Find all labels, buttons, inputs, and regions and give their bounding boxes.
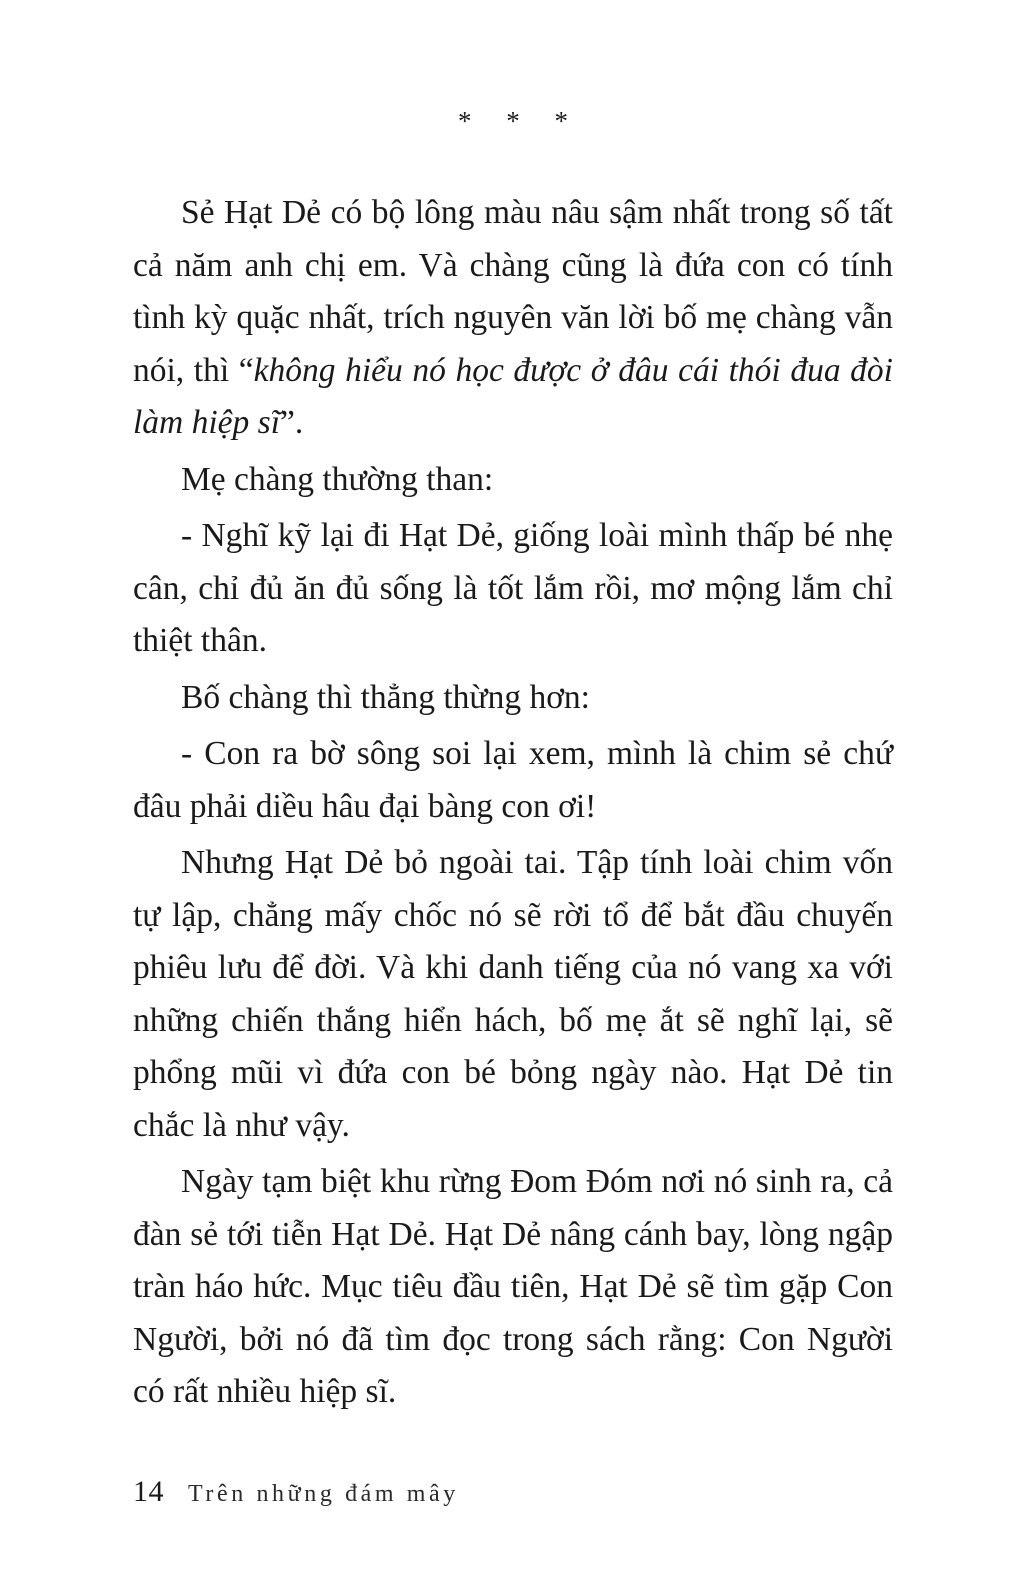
paragraph-3-dialogue-mother: - Nghĩ kỹ lại đi Hạt Dẻ, giống loài mình thấp bé nhẹ cân, chỉ đủ ăn đủ sống là tốt lắm rồi, mơ mộng lắm chỉ thiệt thân.: [133, 517, 893, 659]
page-number: 14: [133, 1475, 164, 1508]
paragraph-1-tail: ”.: [280, 404, 304, 441]
paragraph-1: [133, 187, 893, 450]
paragraph-5-dialogue-father: - Con ra bờ sông soi lại xem, mình là chim sẻ chứ đâu phải diều hâu đại bàng con ơi!: [133, 735, 893, 825]
paragraph-6: Nhưng Hạt Dẻ bỏ ngoài tai. Tập tính loài chim vốn tự lập, chẳng mấy chốc nó sẽ rời tổ để bắt đầu chuyến phiêu lưu để đời. Và khi danh tiếng của nó vang xa với những chiến thắng hiển hách, bố mẹ ắt sẽ nghĩ lại, sẽ phổng mũi vì đứa con bé bỏng ngày nào. Hạt Dẻ tin chắc là như vậy.: [133, 844, 893, 1144]
paragraph-1-lead: Sẻ Hạt Dẻ có bộ lông màu nâu sậm nhất trong số tất cả năm anh chị em. Và chàng cũng là đứa con có tính tình kỳ quặc nhất, trích nguyên văn lời bố mẹ chàng vẫn nói, thì “: [133, 194, 893, 389]
paragraph-7: Ngày tạm biệt khu rừng Đom Đóm nơi nó sinh ra, cả đàn sẻ tới tiễn Hạt Dẻ. Hạt Dẻ nâng cánh bay, lòng ngập tràn háo hức. Mục tiêu đầu tiên, Hạt Dẻ sẽ tìm gặp Con Người, bởi nó đã tìm đọc trong sách rằng: Con Người có rất nhiều hiệp sĩ.: [133, 1163, 893, 1410]
page-footer: [133, 1477, 459, 1507]
text-column: [133, 108, 893, 1419]
paragraph-4: Bố chàng thì thẳng thừng hơn:: [181, 678, 590, 716]
paragraph-1-quote-italic: không hiểu nó học được ở đâu cái thói đua đòi làm hiệp sĩ: [133, 351, 893, 441]
section-break-asterisks: * * *: [458, 106, 582, 136]
running-title: Trên những đám mây: [188, 1481, 459, 1507]
paragraph-2: Mẹ chàng thường than:: [181, 460, 494, 498]
